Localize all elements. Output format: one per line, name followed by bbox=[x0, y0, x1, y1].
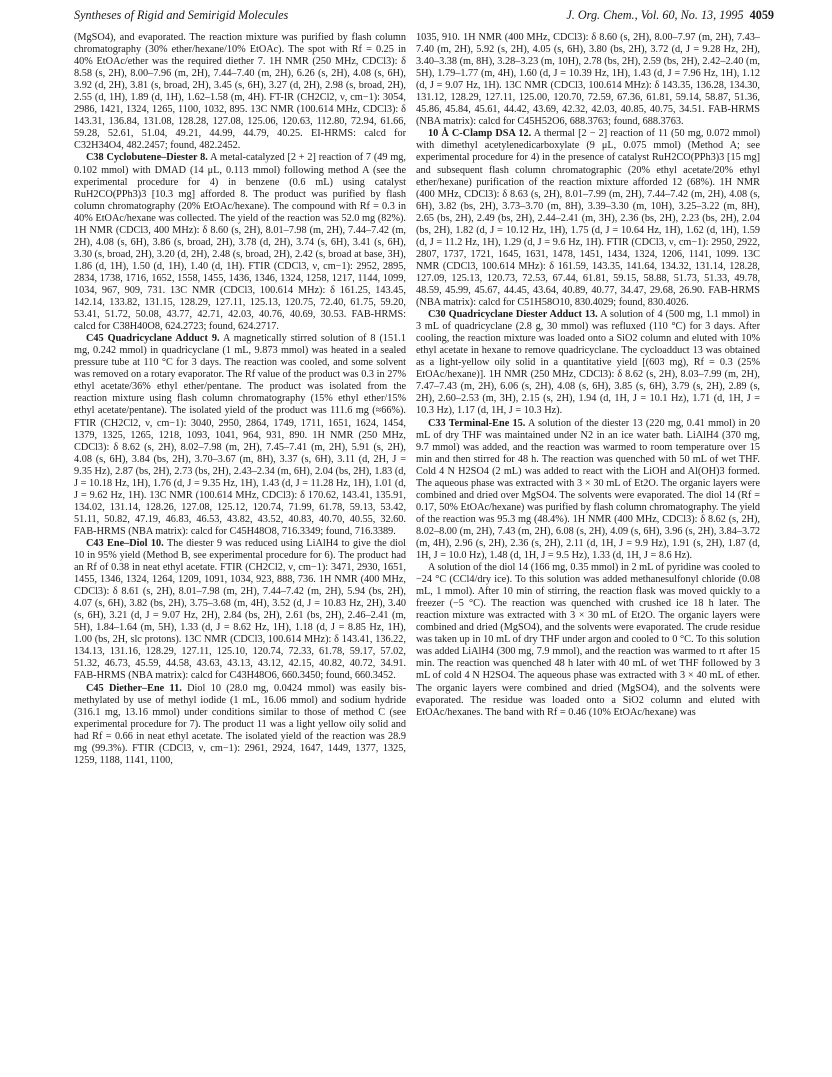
paragraph bbox=[74, 152, 406, 333]
compound-heading: C33 Terminal-Ene 15. bbox=[428, 417, 526, 429]
paragraph bbox=[416, 309, 760, 417]
paragraph-text: The diester 9 was reduced using LiAlH4 to give the diol 10 in 95% yield (Method B, see experimental procedure for 6). The product had an Rf of 0.38 in neat ethyl acetate. FTIR (CH2Cl2, ν, cm−1): 3471, 2930, 1651, 1455, 1346, 1324, 1264, 1209, 1091, 1034, 923, 888, 736. 1H NMR (400 MHz, CDCl3): δ 8.61 (s, 2H), 8.01–7.98 (m, 2H), 7.44–7.42 (m, 2H), 5.94 (bs, 2H), 4.07 (s, 6H), 3.82 (bs, 2H), 3.75–3.68 (m, 4H), 3.52 (d, J = 10.83 Hz, 2H), 3.40 (s, 6H), 3.21 (d, J = 9.07 Hz, 2H), 2.84 (bs, 2H), 2.61 (bs, 2H), 2.46–2.41 (m, 5H), 1.84–1.64 (m, 5H), 1.33 (d, J = 8.62 Hz, 1H), 1.18 (d, J = 8.85 Hz, 1H), 1.00 (bs, 2H, slc protons). 13C NMR (CDCl3, 100.614 MHz): δ 143.41, 136.22, 134.13, 131.16, 128.29, 127.11, 125.10, 120.74, 72.33, 61.78, 59.17, 57.02, 51.32, 46.73, 45.59, 44.58, 43.63, 43.13, 43.12, 42.15, 40.82, 40.72, 34.91. FAB-HRMS (NBA matrix): calcd for C43H48O6, 660.3450; found, 660.3452. bbox=[74, 537, 406, 682]
paragraph-text: 1035, 910. 1H NMR (400 MHz, CDCl3): δ 8.60 (s, 2H), 8.00–7.97 (m, 2H), 7.43–7.40 (m, 2H), 5.92 (s, 2H), 4.05 (s, 6H), 3.80 (bs, 2H), 3.72 (d, J = 9.28 Hz, 2H), 3.40–3.38 (m, 8H), 3.28–3.23 (m, 10H), 2.78 (bs, 2H), 2.59 (bs, 2H), 2.42–2.40 (m, 5H), 1.79–1.77 (m, 4H), 1.60 (d, J = 10.39 Hz, 1H), 1.43 (d, J = 7.96 Hz, 1H), 1.12 (d, J = 9.07 Hz, 1H). 13C NMR (CDCl3, 100.614 MHz): δ 143.35, 136.28, 134.30, 131.12, 128.29, 127.11, 125.00, 120.70, 72.59, 67.36, 61.81, 59.14, 58.87, 51.36, 45.86, 45.84, 45.61, 44.42, 43.69, 42.32, 42.03, 40.85, 40.75, 34.51. FAB-HRMS (NBA matrix): calcd for C45H52O6, 688.3763; found, 688.3763. bbox=[416, 32, 760, 128]
paragraph-text: A magnetically stirred solution of 8 (151.1 mg, 0.242 mmol) in quadricyclane (1 mL, 9.873 mmol) was heated in a sealed pressure tube at 110 °C for 3 days. The reaction was cooled, and some solvent was removed on a rotary evaporator. The Rf value of the product was 0.3 in 27% ethyl acetate/36% ethyl ether/pentane. The product was isolated from the reaction mixture using flash column chromatography (15% ethyl ether/15% ethyl acetate/pentane). The isolated yield of the product was 111.6 mg (≈66%). FTIR (CH2Cl2, ν, cm−1): 3040, 2950, 2864, 1749, 1711, 1651, 1624, 1454, 1379, 1325, 1265, 1218, 1093, 1041, 964, 931, 890. 1H NMR (250 MHz, CDCl3): δ 8.62 (s, 2H), 8.02–7.98 (m, 2H), 7.45–7.41 (m, 2H), 5.91 (s, 2H), 4.08 (s, 6H), 3.84 (bs, 2H), 3.70–3.67 (m, 8H), 3.37 (s, 6H), 3.11 (d, 2H, J = 9.35 Hz), 2.87 (bs, 2H), 2.73 (bs, 2H), 2.43–2.34 (m, 6H), 2.04 (bs, 2H), 1.83 (d, J = 10.18 Hz, 1H), 1.76 (d, J = 9.35 Hz, 1H), 1.43 (d, J = 11.28 Hz, 1H), 1.01 (d, J = 9.62 Hz, 1H). 13C NMR (100.614 MHz, CDCl3): δ 170.62, 143.41, 135.91, 134.02, 131.14, 128.26, 127.08, 125.12, 120.74, 71.99, 61.78, 59.13, 53.42, 51.11, 50.82, 47.19, 46.83, 46.53, 43.82, 43.52, 40.83, 40.70, 40.55, 32.60. FAB-HRMS (NBA matrix): calcd for C45H48O8, 716.3349; found, 716.3389. bbox=[74, 333, 406, 537]
compound-heading: C43 Ene–Diol 10. bbox=[86, 537, 164, 549]
paragraph-text: A solution of the diester 13 (220 mg, 0.41 mmol) in 20 mL of dry THF was maintained under N2 in an ice water bath. LiAlH4 (370 mg, 9.7 mmol) was added, and the reaction was warmed to room temperature over 15 min and then stirred for 48 h. The reaction was quenched with 50 mL of wet THF. Cold 4 N H2SO4 (2 mL) was added to react with the LiOH and Al(OH)3 formed. The aqueous phase was extracted with 3 × 30 mL of Et2O. The organic layers were combined and dried over MgSO4. The solvents were evaporated. The diol 14 (Rf = 0.17, 50% EtOAc/hexane) was purified by flash column chromatography. The yield of the reaction was 95.3 mg (48.4%). 1H NMR (400 MHz, CDCl3): δ 8.62 (s, 2H), 8.02–8.00 (m, 2H), 7.43 (m, 2H), 6.08 (s, 2H), 4.09 (s, 6H), 3.96 (s, 2H), 3.84–3.72 (m, 4H), 2.96 (s, 2H), 2.36 (s, 2H), 2.11 (d, 1H, J = 9.9 Hz), 1.91 (s, 2H), 1.87 (d, 1H, J = 10.0 Hz), 1.48 (d, 1H, J = 9.5 Hz), 1.33 (d, 1H, J = 8.6 Hz). bbox=[416, 417, 760, 562]
running-header bbox=[74, 8, 774, 24]
paragraph-text: A metal-catalyzed [2 + 2] reaction of 7 (49 mg, 0.102 mmol) with DMAD (14 μL, 0.113 mmol) following method A (see the experimental procedure for 4) in benzene (0.6 mL) using catalyst RuH2CO(PPh3)3 [10.3 mg] afforded 8. The product was purified by flash column chromatography (20% EtOAc/hexane). The compound with Rf = 0.3 in 40% EtOAc/hexane was collected. The yield of the reaction was 52.0 mg (82%). 1H NMR (CDCl3, 400 MHz): δ 8.60 (s, 2H), 8.01–7.98 (m, 2H), 7.44–7.42 (m, 2H), 4.08 (s, 6H), 3.86 (s, broad, 2H), 3.78 (d, 2H), 3.74 (s, 6H), 3.41 (s, 6H), 3.30 (s, broad, 2H), 3.20 (d, 2H), 2.48 (s, broad, 2H), 2.42 (s, broad at base, 3H), 1.86 (d, 1H), 1.50 (d, 1H), 1.40 (d, 1H). FTIR (CDCl3, ν, cm−1): 2952, 2895, 2834, 1738, 1716, 1652, 1558, 1455, 1436, 1346, 1324, 1258, 1217, 1144, 1099, 1034, 967, 909, 731. 13C NMR (CDCl3, 100.614 MHz): δ 161.25, 143.45, 142.14, 133.82, 131.15, 128.29, 127.11, 125.13, 120.75, 72.40, 61.75, 59.20, 53.41, 51.72, 50.08, 43.77, 42.71, 42.03, 40.76, 40.69, 30.53. FAB-HRMS: calcd for C38H40O8, 624.2723; found, 624.2717. bbox=[74, 152, 406, 333]
journal-citation bbox=[566, 8, 774, 23]
paragraph-text: A thermal [2 − 2] reaction of 11 (50 mg, 0.072 mmol) with dimethyl acetylenedicarboxylate (9 μL, 0.075 mmol) (Method A; see experimental procedure for 4) in the presence of catalyst RuH2CO(PPh3)3 [15 mg] and subsequent flash column chromatographic (20% ethyl acetate/20% ethyl ether/hexane) purification of the reaction mixture afforded 12 (68%). 1H NMR (400 MHz, CDCl3): δ 8.63 (s, 2H), 8.01–7.99 (m, 2H), 7.44–7.42 (m, 2H), 4.08 (s, 6H), 3.82 (bs, 2H), 3.73–3.70 (m, 8H), 3.39–3.30 (m, 10H), 3.25–3.22 (m, 8H), 2.65 (bs, 2H), 2.49 (bs, 2H), 2.44–2.41 (m, 3H), 2.36 (bs, 2H), 2.23 (bs, 2H), 2.04 (bs, 2H), 1.82 (d, J = 10.12 Hz, 1H), 1.75 (d, J = 10.64 Hz, 1H), 1.62 (d, 1H), 1.59 (d, J = 11.2 Hz, 1H), 1.29 (d, J = 9.6 Hz, 1H). FTIR (CDCl3, ν, cm−1): 2950, 2922, 2807, 1737, 1721, 1645, 1631, 1478, 1451, 1434, 1324, 1206, 1141, 1099. 13C NMR (CDCl3, 100.614 MHz): δ 161.59, 143.35, 141.64, 134.32, 131.14, 128.28, 127.09, 125.13, 120.73, 72.53, 67.44, 61.81, 59.15, 58.88, 51.73, 51.33, 49.78, 48.59, 45.99, 45.67, 44.45, 43.64, 40.89, 40.77, 34.47, 29.68, 26.90. FAB-HRMS (NBA matrix): calcd for C51H58O10, 830.4029; found, 830.4026. bbox=[416, 128, 760, 309]
compound-heading: C38 Cyclobutene–Diester 8. bbox=[86, 152, 208, 164]
compound-heading: C45 Quadricyclane Adduct 9. bbox=[86, 333, 220, 345]
paragraph bbox=[74, 32, 406, 152]
left-column bbox=[74, 32, 406, 1068]
journal-name: J. Org. Chem., Vol. 60, No. 13, 1995 bbox=[566, 8, 744, 22]
paragraph-text: A solution of 4 (500 mg, 1.1 mmol) in 3 mL of quadricyclane (2.8 g, 30 mmol) was refluxed (110 °C) for 3 days. After cooling, the reaction mixture was loaded onto a SiO2 column and eluted with 10% ethyl acetate in hexane to remove quadricyclane. The cycloadduct 13 was obtained as a light-yellow oily solid in a quantitative yield [(603 mg), Rf = 0.3 (25% EtOAc/hexane)]. 1H NMR (250 MHz, CDCl3): δ 8.62 (s, 2H), 8.03–7.99 (m, 2H), 7.47–7.43 (m, 2H), 6.06 (s, 2H), 4.08 (s, 6H), 3.85 (s, 6H), 3.79 (s, 2H), 2.89 (s, 2H), 2.60–2.53 (m, 3H), 2.15 (s, 2H), 1.94 (d, 1H, J = 10.1 Hz), 1.71 (d, 1H, J = 10.3 Hz), 1.17 (d, 1H, J = 10.3 Hz). bbox=[416, 309, 760, 417]
paragraph bbox=[416, 562, 760, 719]
compound-heading: C45 Diether–Ene 11. bbox=[86, 682, 182, 694]
compound-heading: 10 Å C-Clamp DSA 12. bbox=[428, 128, 532, 140]
right-column bbox=[416, 32, 760, 1068]
paragraph bbox=[74, 538, 406, 683]
paragraph bbox=[74, 683, 406, 767]
paragraph bbox=[416, 32, 760, 128]
paragraph bbox=[74, 333, 406, 538]
paragraph-text: A solution of the diol 14 (166 mg, 0.35 mmol) in 2 mL of pyridine was cooled to −24 °C (CCl4/dry ice). To this solution was added methanesulfonyl chloride (0.08 mL, 1 mmol). After 10 min of stirring, the reaction flask was moved quickly to a freezer (−5 °C). The reaction was quenched with crushed ice 18 h later. The reaction mixture was extracted with 3 × 30 mL of Et2O. The organic layers were combined and dried (MgSO4), and the solvents were evaporated. The crude residue was taken up in 10 mL of dry THF under argon and cooled to 0 °C. To this solution was added LiAlH4 (300 mg, 7.9 mmol), and the reaction was warmed to rt after 15 min. The reaction was quenched 48 h later with 40 mL of wet THF followed by 3 mL of cold 4 N H2SO4. The aqueous phase was extracted with 3 × 40 mL of ether. The organic layers were combined and dried (MgSO4), and the solvents were evaporated. The residue was loaded onto a SiO2 column and eluted with EtOAc/hexanes. The band with Rf = 0.46 (10% EtOAc/hexane) was bbox=[416, 562, 760, 718]
running-title: Syntheses of Rigid and Semirigid Molecules bbox=[74, 8, 289, 22]
paragraph bbox=[416, 418, 760, 563]
compound-heading: C30 Quadricyclane Diester Adduct 13. bbox=[428, 309, 598, 321]
paragraph bbox=[416, 128, 760, 309]
paragraph-text: (MgSO4), and evaporated. The reaction mixture was purified by flash column chromatography (30% ether/hexane/10% EtOAc). The spot with Rf = 0.25 in 40% EtOAc/ether was the required diether 7. 1H NMR (250 MHz, CDCl3): δ 8.58 (s, 2H), 8.00–7.96 (m, 2H), 7.44–7.40 (m, 2H), 6.26 (s, 2H), 4.08 (s, 6H), 3.92 (d, 2H), 3.81 (s, broad, 2H), 3.45 (s, 6H), 3.27 (d, 2H), 2.98 (s, broad, 2H), 2.55 (d, 1H), 1.89 (d, 1H), 1.62–1.58 (m, 4H). FT-IR (CH2Cl2, ν, cm−1): 3054, 2986, 1421, 1324, 1265, 1100, 1032, 895. 13C NMR (100.614 MHz, CDCl3): δ 143.31, 136.84, 131.08, 128.28, 127.08, 125.06, 120.63, 112.80, 72.94, 61.66, 59.28, 52.61, 51.04, 49.21, 44.99, 44.79, 40.25. EI-HRMS: calcd for C32H34O4, 482.2457; found, 482.2452. bbox=[74, 32, 406, 152]
page-number: 4059 bbox=[749, 8, 774, 22]
paragraph-text: Diol 10 (28.0 mg, 0.0424 mmol) was easily bis-methylated by use of methyl iodide (1 mL, 16.06 mmol) and sodium hydride (316.1 mg, 13.16 mmol) under conditions similar to those of method C (see experimental procedure for 7). The product 11 was a light yellow oily solid and had Rf = 0.66 in neat ethyl acetate. The isolated yield of the reaction was 28.9 mg (99.3%). FTIR (CDCl3, ν, cm−1): 2961, 2924, 1647, 1449, 1377, 1325, 1259, 1188, 1141, 1100, bbox=[74, 682, 406, 766]
